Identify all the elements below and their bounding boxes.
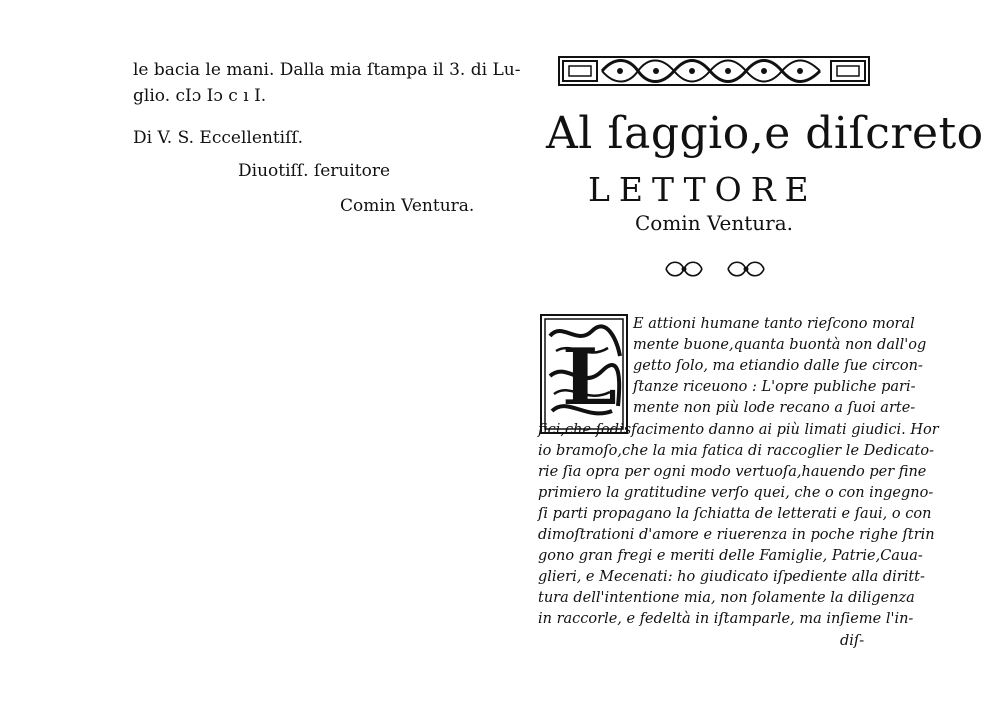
body-line: io bramoſo,che la mia fatica di raccoglier le Dedicato- <box>538 443 934 459</box>
ornament-band <box>558 55 870 87</box>
fleuron-ornaments <box>662 258 772 280</box>
title-line-main: Al ſaggio,e diſcreto <box>546 108 984 159</box>
body-line: glieri, e Mecenati: ho giudicato iſpediente alla diritt- <box>538 569 925 585</box>
body-line: mente buone,quanta buontà non dall'og <box>633 337 927 353</box>
signature-name: Comin Ventura. <box>340 196 475 216</box>
body-line: mente non più lode recano a ſuoi arte- <box>633 400 916 416</box>
closing-line-year: glio. cIɔ Iɔ c ı I. <box>133 86 267 106</box>
decorated-initial <box>540 314 628 434</box>
body-line: ſi parti propagano la ſchiatta de letterati e ſaui, o con <box>538 506 932 522</box>
body-line: in raccorle, e fedeltà in iſtamparle, ma inſieme l'in- <box>538 611 914 627</box>
initial-letter: L <box>562 332 617 423</box>
right-page <box>500 0 1000 714</box>
body-line: ſtanze riceuono : L'opre publiche pari- <box>633 379 916 395</box>
body-line: dimoſtrationi d'amore e riuerenza in poche righe ſtrin <box>538 527 935 543</box>
body-line: getto ſolo, ma etiandio dalle ſue circon- <box>633 358 923 374</box>
body-line: tura dell'intentione mia, non ſolamente la diligenza <box>538 590 915 606</box>
body-line: rie ſia opra per ogni modo vertuoſa,hauendo per fine <box>538 464 927 480</box>
initial-ornament-icon <box>542 316 626 432</box>
closing-servant: Diuotiſſ. ſeruitore <box>238 161 391 181</box>
closing-salutation: Di V. S. Eccellentiſſ. <box>133 128 304 148</box>
title-line-author: Comin Ventura. <box>635 211 794 235</box>
catchword: diſ- <box>840 633 865 649</box>
title-line-lettore: LETTORE <box>588 170 818 209</box>
body-line: E attioni humane tanto rieſcono moral <box>633 316 915 332</box>
closing-line-date: le bacia le mani. Dalla mia ſtampa il 3. di Lu- <box>133 60 521 80</box>
body-line: primiero la gratitudine verſo quei, che o con ingegno- <box>538 485 934 501</box>
body-line: fici,che ſodisfacimento danno ai più limati giudici. Hor <box>538 422 939 438</box>
body-line: gono gran fregi e meriti delle Famiglie, Patrie,Caua- <box>538 548 923 564</box>
